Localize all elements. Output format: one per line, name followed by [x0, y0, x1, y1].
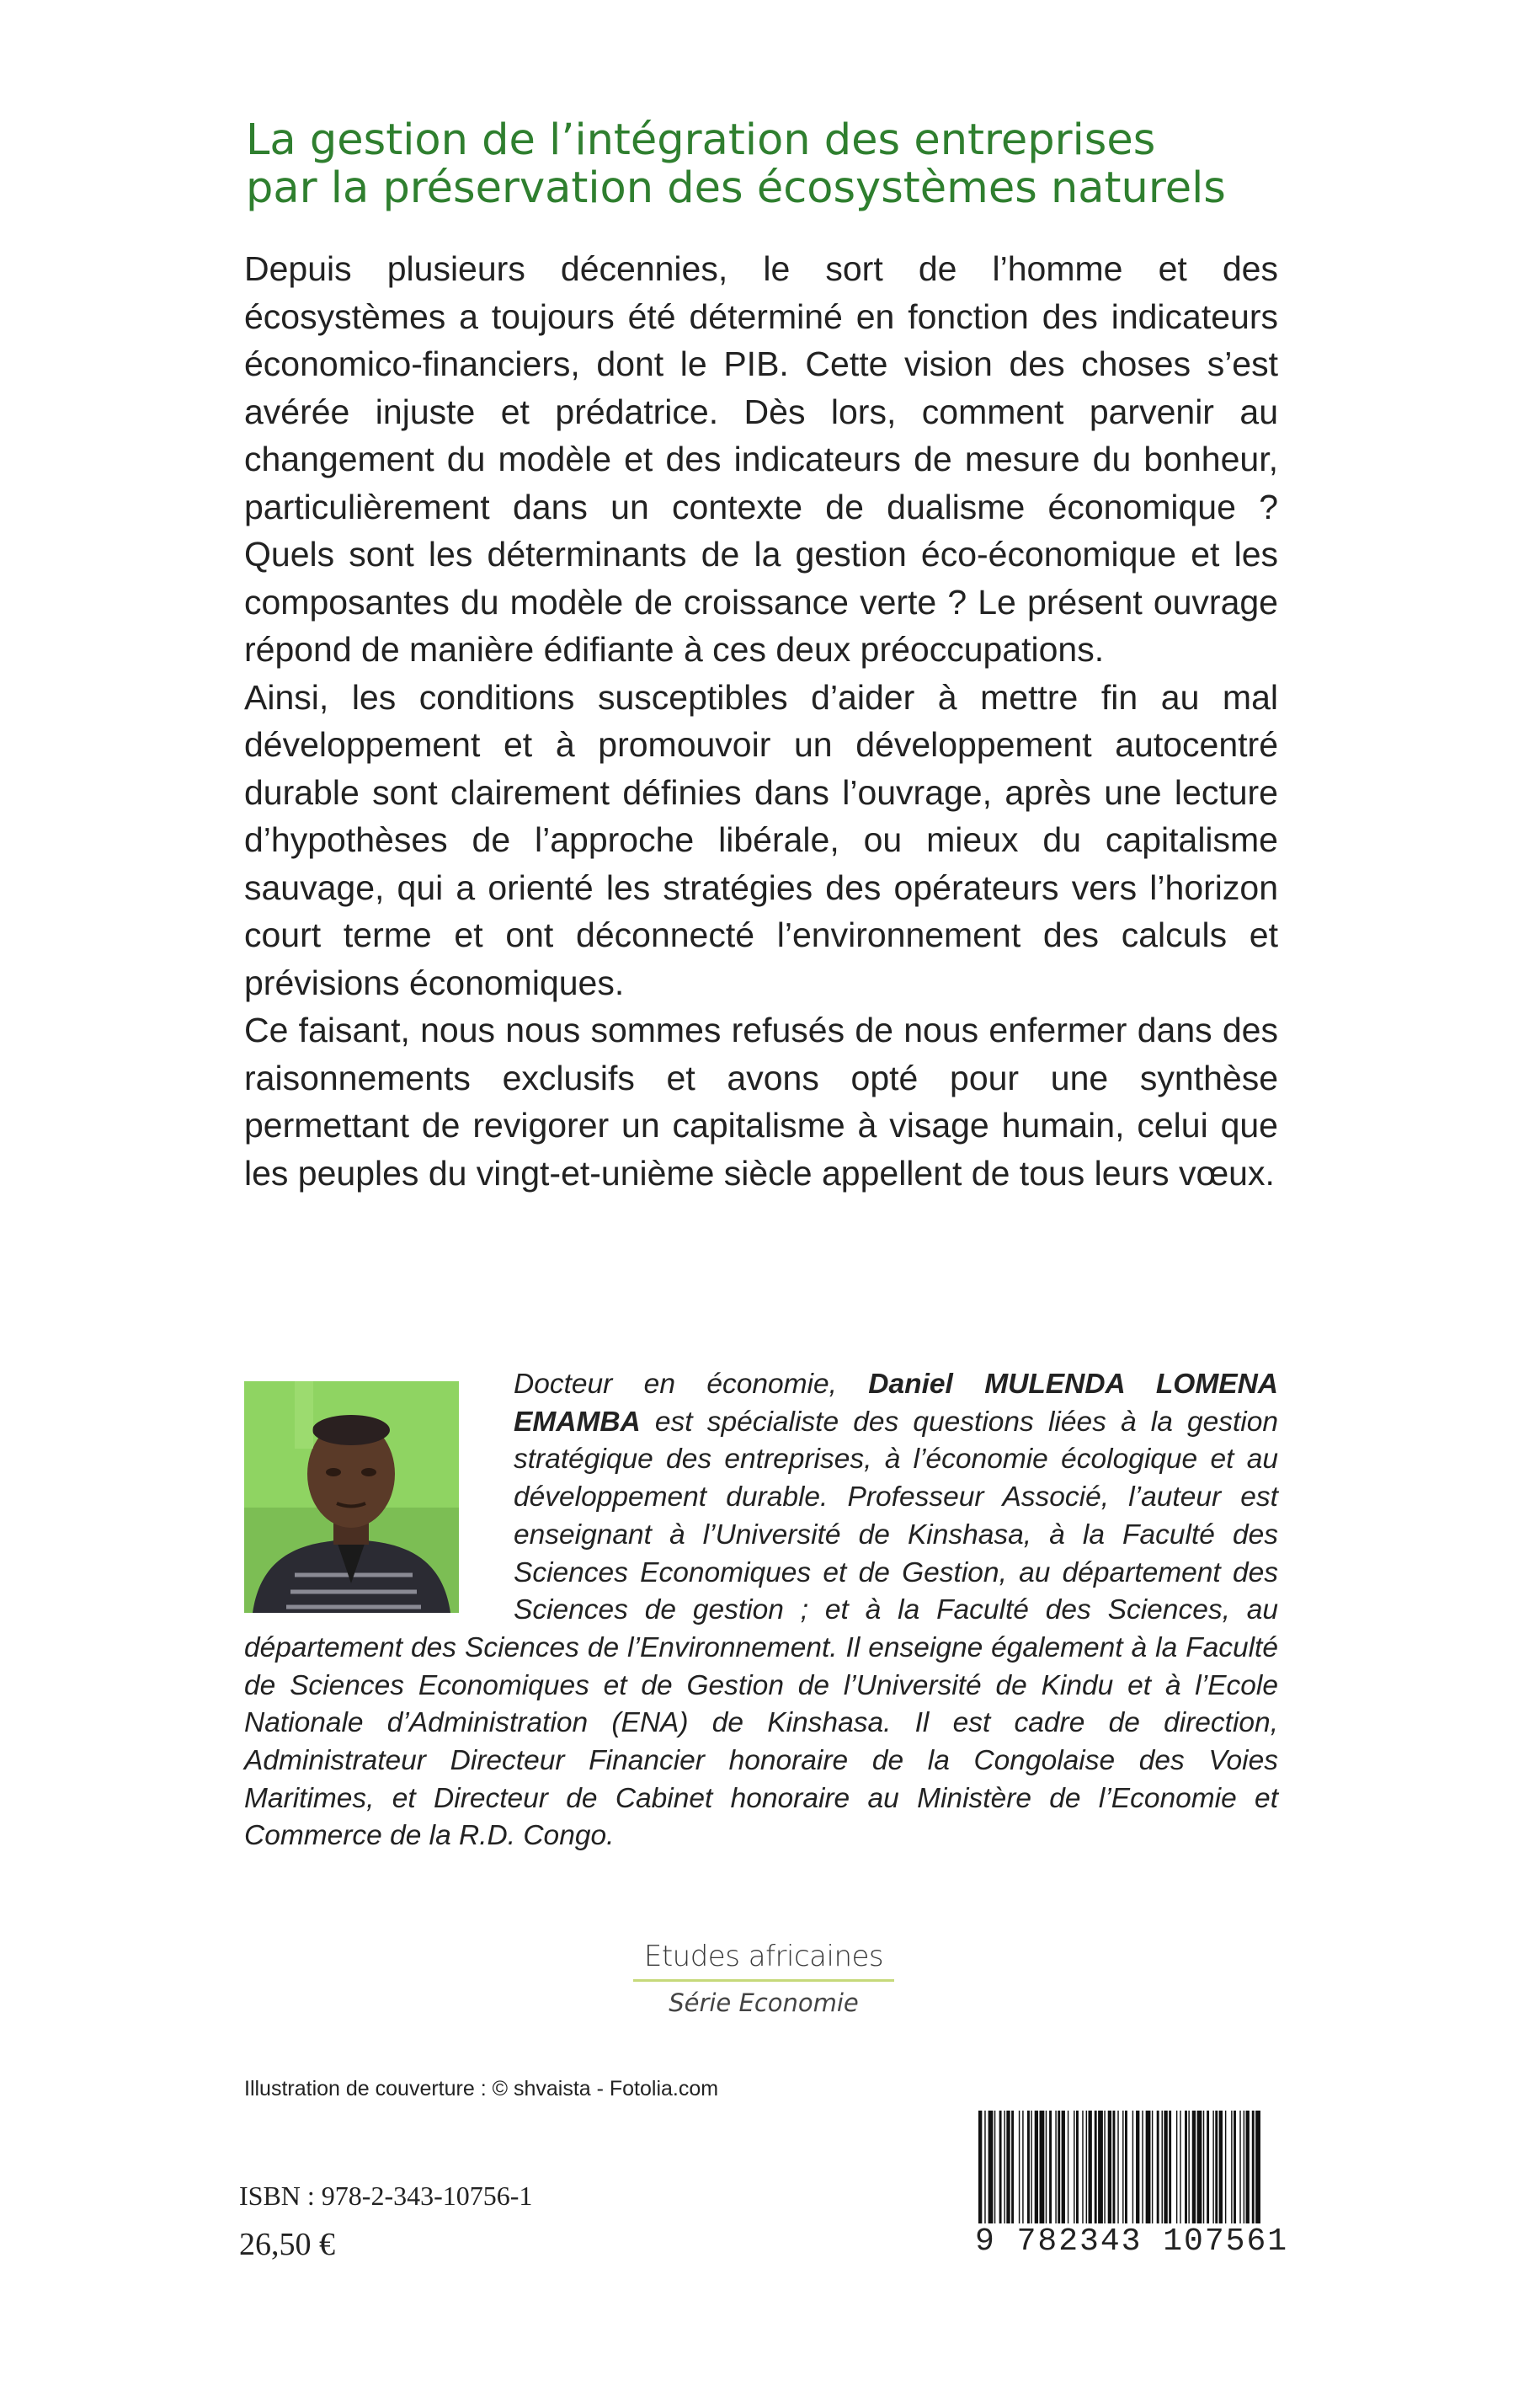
- barcode-bar: [1113, 2111, 1116, 2224]
- barcode-digits: 9 782343 107561: [975, 2223, 1289, 2260]
- barcode-bar: [1089, 2111, 1092, 2224]
- barcode-bar: [1062, 2111, 1065, 2224]
- barcode-bar: [1055, 2111, 1056, 2224]
- barcode-bar: [1246, 2111, 1250, 2224]
- barcode-bar: [1095, 2111, 1097, 2224]
- barcode-bar: [1176, 2111, 1177, 2224]
- barcode-bar: [1022, 2111, 1023, 2224]
- barcode-bar: [1122, 2111, 1123, 2224]
- barcode-bar: [1164, 2111, 1167, 2224]
- barcode-bar: [1212, 2111, 1213, 2224]
- barcode-bar: [1011, 2111, 1014, 2224]
- author-name: Daniel MULENDA LOMENA EMAMBA: [514, 1369, 1278, 1438]
- barcode-bar: [1098, 2111, 1103, 2224]
- barcode-bar: [1125, 2111, 1127, 2224]
- barcode-bar: [1188, 2111, 1189, 2224]
- price: 26,50 €: [239, 2227, 335, 2262]
- barcode-bar: [984, 2111, 985, 2224]
- barcode-bar: [1231, 2111, 1232, 2224]
- summary-paragraph-3: Ce faisant, nous nous sommes refusés de nous enfermer dans des raisonnements exclusifs et avons opté pour une synthèse permettant de revigorer un capitalisme à visage humain, celui que les peuples du vingt-et-unième siècle appellent de tous leurs vœux.: [244, 1011, 1278, 1193]
- author-bio: [244, 1366, 1278, 1855]
- barcode-bar: [1169, 2111, 1171, 2224]
- barcode-bar: [1255, 2111, 1260, 2224]
- barcode-bar: [1104, 2111, 1105, 2224]
- barcode-bar: [994, 2111, 995, 2224]
- barcode-bar: [1006, 2111, 1010, 2224]
- barcode-bar: [1215, 2111, 1218, 2224]
- barcode-bar: [1207, 2111, 1209, 2224]
- barcode-bar: [1117, 2111, 1118, 2224]
- barcode-bar: [1197, 2111, 1202, 2224]
- barcode-bar: [1192, 2111, 1196, 2224]
- barcode-bar: [1086, 2111, 1087, 2224]
- barcode-bar: [1046, 2111, 1047, 2224]
- barcode-bar: [1132, 2111, 1133, 2224]
- bio-intro: Docteur en économie,: [514, 1369, 837, 1400]
- barcode-bar: [1225, 2111, 1226, 2224]
- barcode-bar: [1162, 2111, 1163, 2224]
- barcode-bar: [1136, 2111, 1139, 2224]
- series-subtitle: Série Economie: [669, 1988, 859, 2017]
- book-title-line-2: par la préservation des écosystèmes naturels: [246, 163, 1226, 213]
- series-divider: [633, 1979, 894, 1982]
- barcode-bar: [1239, 2111, 1240, 2224]
- barcode-bars: [975, 2111, 1261, 2224]
- barcode-bar: [1152, 2111, 1153, 2224]
- book-title-line-1: La gestion de l’intégration des entreprises: [246, 115, 1156, 165]
- barcode-bar: [1027, 2111, 1030, 2224]
- book-summary: [244, 245, 1278, 1197]
- isbn: ISBN : 978-2-343-10756-1: [239, 2180, 533, 2211]
- barcode-bar: [1040, 2111, 1045, 2224]
- barcode-bar: [1082, 2111, 1083, 2224]
- barcode-bar: [988, 2111, 994, 2224]
- barcode-bar: [1108, 2111, 1111, 2224]
- illustration-credit: Illustration de couverture : © shvaista - Fotolia.com: [244, 2077, 719, 2100]
- barcode-bar: [1058, 2111, 1060, 2224]
- series-logo: [633, 1940, 894, 2017]
- summary-paragraph-2: Ainsi, les conditions susceptibles d’aider à mettre fin au mal développement et à promouvoir un développement autocentré durable sont clairement définies dans l’ouvrage, après une lecture d’hypothèses de l’approche libérale, ou mieux du capitalisme sauvage, qui a orienté les stratégies des opérateurs vers l’horizon court terme et ont déconnecté l’environnement des calculs et prévisions économiques.: [244, 677, 1278, 1002]
- barcode-bar: [1076, 2111, 1079, 2224]
- barcode-bar: [999, 2111, 1002, 2224]
- barcode-bar: [1019, 2111, 1020, 2224]
- barcode-bar: [1049, 2111, 1052, 2224]
- series-name: Etudes africaines: [643, 1940, 884, 1973]
- barcode-bar: [1234, 2111, 1236, 2224]
- book-title: [246, 116, 1357, 212]
- bio-text: est spécialiste des questions liées à la gestion stratégique des entreprises, à l’économie écologique et au développement durable. Professeur Associé, l’auteur est enseignant à l’Université de Kinshasa, à la Faculté des Sciences Economiques et de Gestion, au département des Sciences de gestion ; et à la Faculté des Sciences, au département des Sciences de l’Environnement. Il enseigne également à la Faculté de Sciences Economiques et de Gestion de l’Université de Kindu et à l’Ecole Nationale d’Administration (ENA) de Kinshasa. Il est cadre de direction, Administrateur Directeur Financier honoraire de la Congolaise des Voies Maritimes, et Directeur de Cabinet honoraire au Ministère de l’Economie et Commerce de la R.D. Congo.: [244, 1406, 1278, 1852]
- barcode-bar: [1157, 2111, 1159, 2224]
- barcode-bar: [1142, 2111, 1143, 2224]
- barcode-bar: [1219, 2111, 1223, 2224]
- summary-paragraph-1: Depuis plusieurs décennies, le sort de l’homme et des écosystèmes a toujours été déterminé en fonction des indicateurs économico-financiers, dont le PIB. Cette vision des choses s’est avérée injuste et prédatrice. Dès lors, comment parvenir au changement du modèle et des indicateurs de mesure du bonheur, particulièrement dans un contexte de dualisme économique ? Quels sont les déterminants de la gestion éco-économique et les composantes du modèle de croissance verte ? Le présent ouvrage répond de manière édifiante à ces deux préoccupations.: [244, 249, 1278, 669]
- barcode-bar: [1146, 2111, 1151, 2224]
- barcode-bar: [1203, 2111, 1204, 2224]
- barcode-bar: [1185, 2111, 1187, 2224]
- barcode-bar: [1252, 2111, 1255, 2224]
- barcode-bar: [978, 2111, 982, 2224]
- barcode-bar: [1035, 2111, 1038, 2224]
